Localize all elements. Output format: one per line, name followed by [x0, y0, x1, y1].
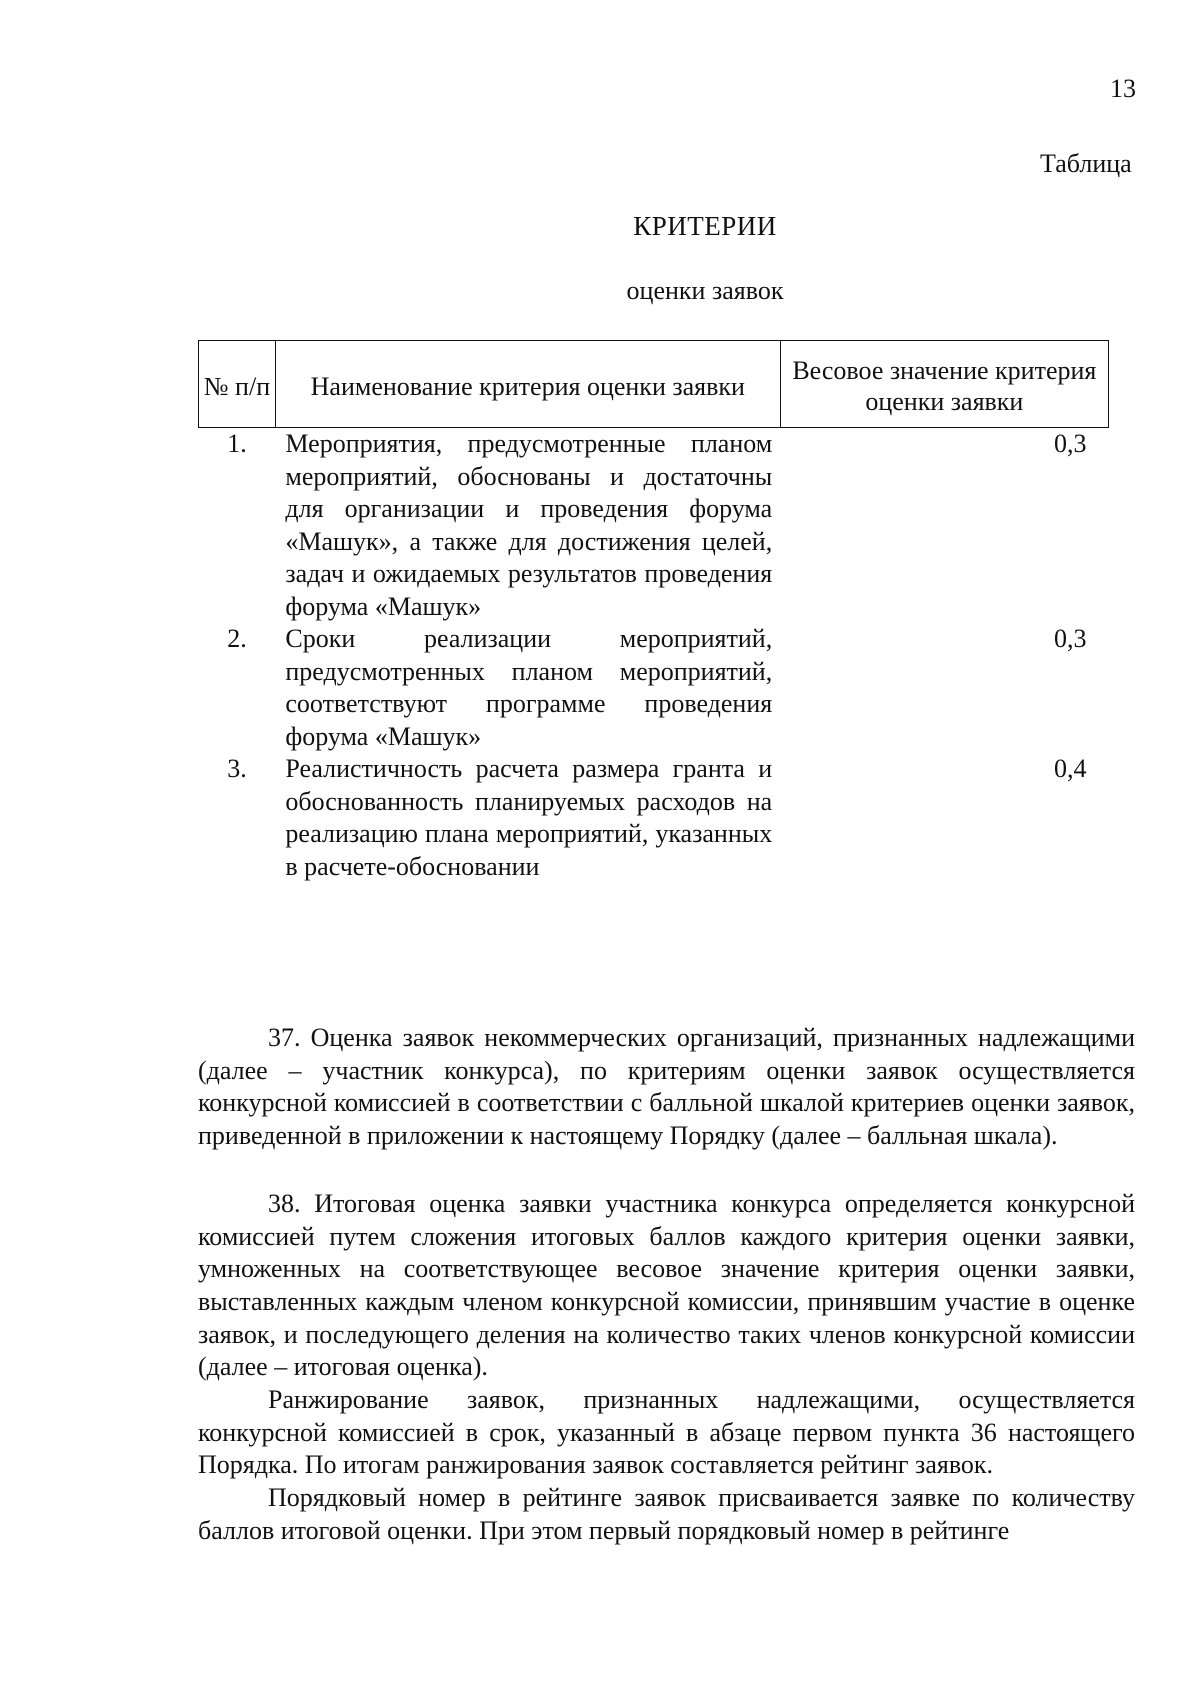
- paragraph-37: 37. Оценка заявок некоммерческих организаций, признанных надлежащими (далее – участник конкурса), по критериям оценки заявок осуществляется конкурсной комиссией в соответствии с балльной шкалой критериев оценки заявок, приведенной в приложении к настоящему Порядку (далее – балльная шкала).: [198, 1023, 1135, 1151]
- table-row: [199, 428, 1109, 624]
- criterion-name: Сроки реализации мероприятий, предусмотренных планом мероприятий, соответствуют программе проведения форума «Машук»: [285, 624, 773, 751]
- paragraph-ranking: Ранжирование заявок, признанных надлежащими, осуществляется конкурсной комиссией в срок, указанный в абзаце первом пункта 36 настоящего Порядка. По итогам ранжирования заявок составляется рейтинг заявок.: [198, 1385, 1135, 1480]
- criterion-weight: 0,4: [1054, 754, 1087, 783]
- criterion-weight: 0,3: [1054, 624, 1087, 653]
- table-label: Таблица: [1040, 149, 1132, 178]
- page-number: 13: [1110, 74, 1136, 103]
- header-number: № п/п: [199, 341, 276, 428]
- header-criterion-name: Наименование критерия оценки заявки: [275, 341, 780, 428]
- body-text: [198, 1022, 1135, 1548]
- document-title: КРИТЕРИИ: [633, 211, 777, 241]
- table-row: [199, 753, 1109, 883]
- header-weight: Весовое значение критерия оценки заявки: [780, 341, 1108, 428]
- row-number: 1.: [227, 429, 247, 458]
- criterion-weight: 0,3: [1054, 429, 1087, 458]
- document-subtitle: оценки заявок: [626, 276, 784, 305]
- criterion-name: Мероприятия, предусмотренные планом мероприятий, обоснованы и достаточны для организации и проведения форума «Машук», а также для достижения целей, задач и ожидаемых результатов проведения форума «Машук»: [285, 429, 773, 621]
- criteria-table: [198, 340, 1109, 883]
- paragraph-rating-number: Порядковый номер в рейтинге заявок присваивается заявке по количеству баллов итоговой оценки. При этом первый порядковый номер в рейтинге: [198, 1483, 1135, 1545]
- paragraph-38: 38. Итоговая оценка заявки участника конкурса определяется конкурсной комиссией путем сложения итоговых баллов каждого критерия оценки заявки, умноженных на соответствующее весовое значение критерия оценки заявки, выставленных каждым членом конкурсной комиссии, принявшим участие в оценке заявок, и последующего деления на количество таких членов конкурсной комиссии (далее – итоговая оценка).: [198, 1188, 1135, 1382]
- table-header-row: [199, 341, 1109, 428]
- row-number: 2.: [227, 624, 247, 653]
- table-row: [199, 623, 1109, 753]
- row-number: 3.: [227, 754, 247, 783]
- criterion-name: Реалистичность расчета размера гранта и обоснованность планируемых расходов на реализацию плана мероприятий, указанных в расчете-обосновании: [285, 754, 773, 881]
